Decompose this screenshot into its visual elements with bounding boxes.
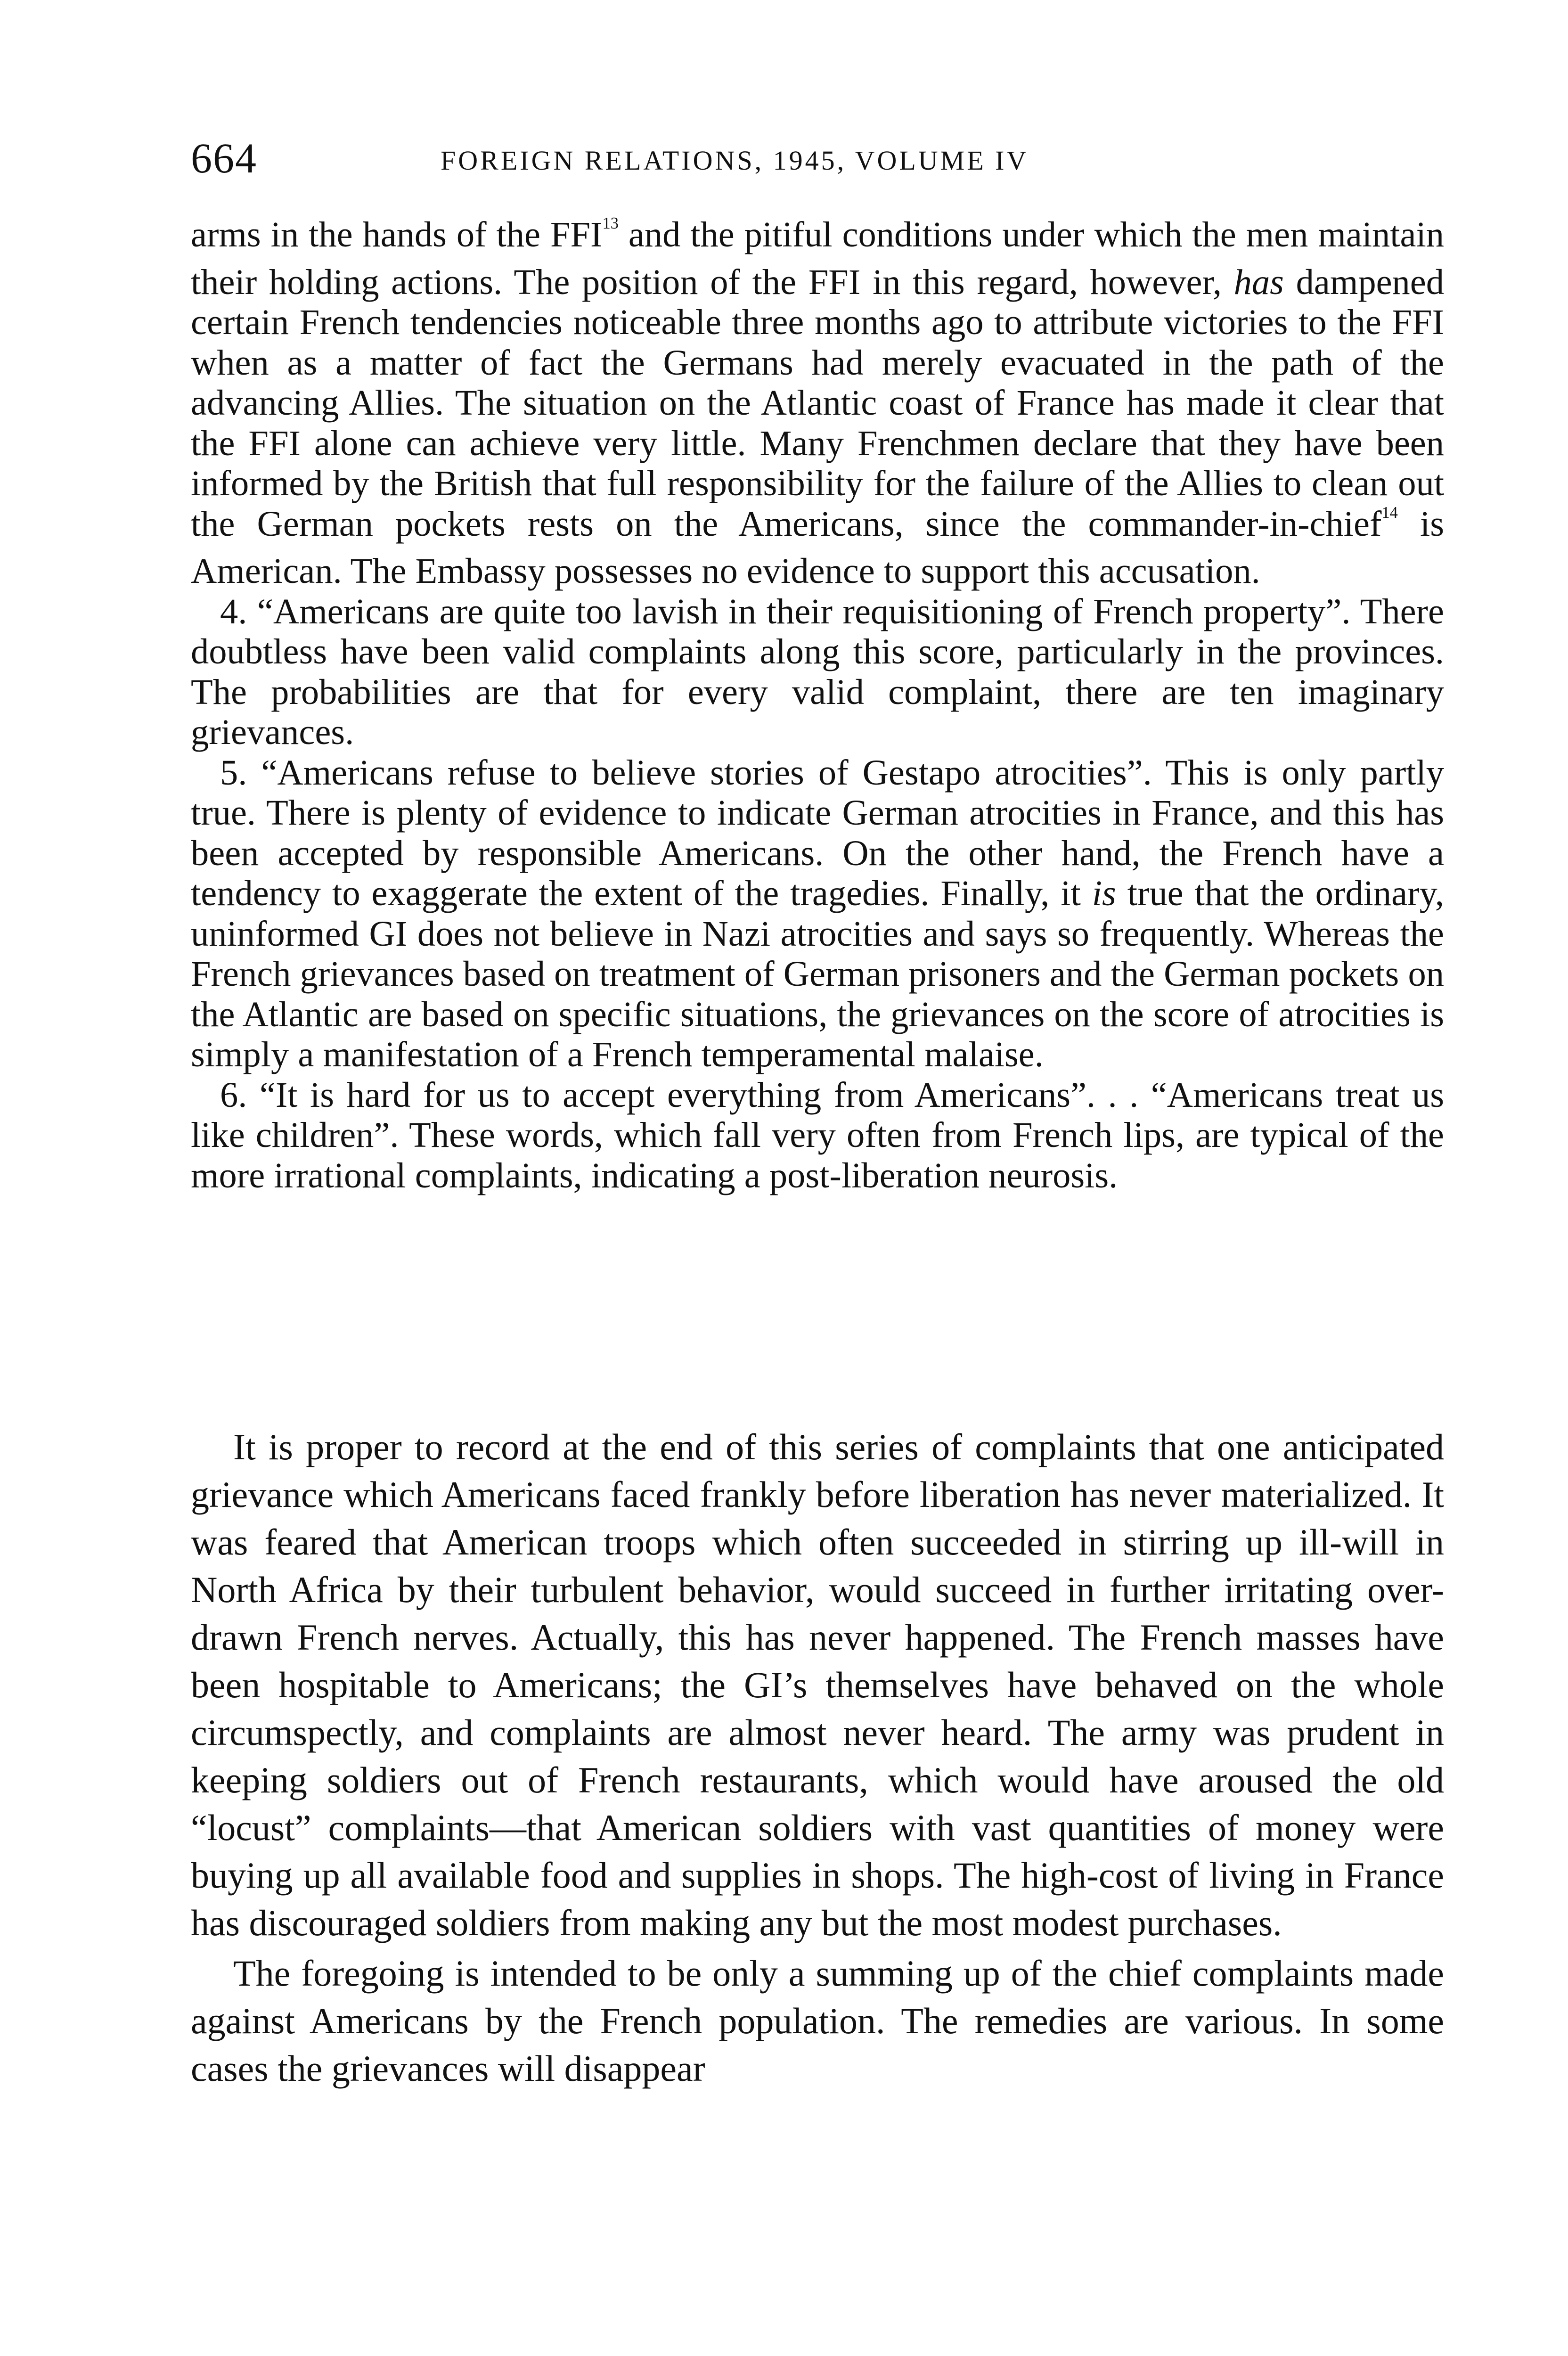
large-type-text: [191, 1423, 1444, 2092]
paragraph-item-4: 4. “Americans are quite too lavish in their requisitioning of French property”. There doubtless have been valid complaints along this score, particularly in the provinces. The probabilities are that for every valid complaint, there are ten imaginary grievances.: [191, 591, 1444, 752]
paragraph-continued: [191, 214, 1444, 591]
running-head: FOREIGN RELATIONS, 1945, VOLUME IV: [441, 145, 1029, 176]
text-run: is American. The Embassy possesses no evidence to support this accusation.: [191, 503, 1445, 591]
text-run: 5. “Americans refuse to believe stories of Gestapo atrocities”. This is only partly true. There is plenty of evidence to indicate German atrocities in France, and this has been accepted by responsible Americans. On the other hand, the French have a tendency to exaggerate the extent of the tragedies. Finally, it: [191, 752, 1444, 913]
page-header: [191, 134, 1444, 191]
paragraph-foregoing: The foregoing is intended to be only a summing up of the chief complaints made against Americans by the French population. The remedies are various. In some cases the grievances will disappear: [191, 1953, 1444, 2089]
paragraph-item-5: [191, 753, 1444, 1075]
text-run: arms in the hands of the FFI: [191, 214, 603, 254]
paragraph-item-6: 6. “It is hard for us to accept everything from Americans”. . . “Americans treat us like children”. These words, which fall very often from French lips, are typical of the more irrational complaints, indicating a post-liberation neurosis.: [191, 1074, 1444, 1195]
text-run: dampened certain French tendencies noticeable three months ago to attribute victories to the FFI when as a matter of fact the Germans had merely evacuated in the path of the advancing Allies. The situation on the Atlantic coast of France has made it clear that the FFI alone can achieve very little. Many Frenchmen declare that they have been informed by the British that full responsibility for the failure of the Allies to clean out the German pockets rests on the Americans, since the commander-in-chief: [191, 262, 1444, 544]
footnote-ref-13: 13: [602, 214, 619, 233]
emphasis: is: [1092, 873, 1116, 913]
small-type-text: [191, 214, 1444, 1195]
text-run: true that the ordinary, uninformed GI does not believe in Nazi atrocities and says so frequently. Whereas the French grievances based on treatment of German prisoners and the German pockets on the Atlantic are based on specific situations, the grievances on the score of atrocities is simply a manifestation of a French temperamental malaise.: [191, 873, 1444, 1074]
text-run: and the pitiful conditions under which the men maintain their holding actions. The position of the FFI in this regard, however,: [191, 214, 1444, 302]
page-number: 664: [191, 135, 257, 182]
emphasis: has: [1233, 262, 1284, 302]
footnote-ref-14: 14: [1381, 503, 1398, 522]
paragraph-proper-to-record: It is proper to record at the end of this series of complaints that one anticipated grievance which Americans faced frankly before liberation has never materialized. It was feared that American troops which often succeeded in stirring up ill-will in North Africa by their turbulent behavior, would succeed in further irritating over-drawn French nerves. Actually, this has never happened. The French masses have been hospitable to Americans; the GI’s themselves have behaved on the whole circumspectly, and complaints are almost never heard. The army was prudent in keeping soldiers out of French restaurants, which would have aroused the old “locust” complaints—that American soldiers with vast quantities of money were buying up all available food and supplies in shops. The high-cost of living in France has discouraged soldiers from making any but the most modest purchases.: [191, 1426, 1444, 1943]
